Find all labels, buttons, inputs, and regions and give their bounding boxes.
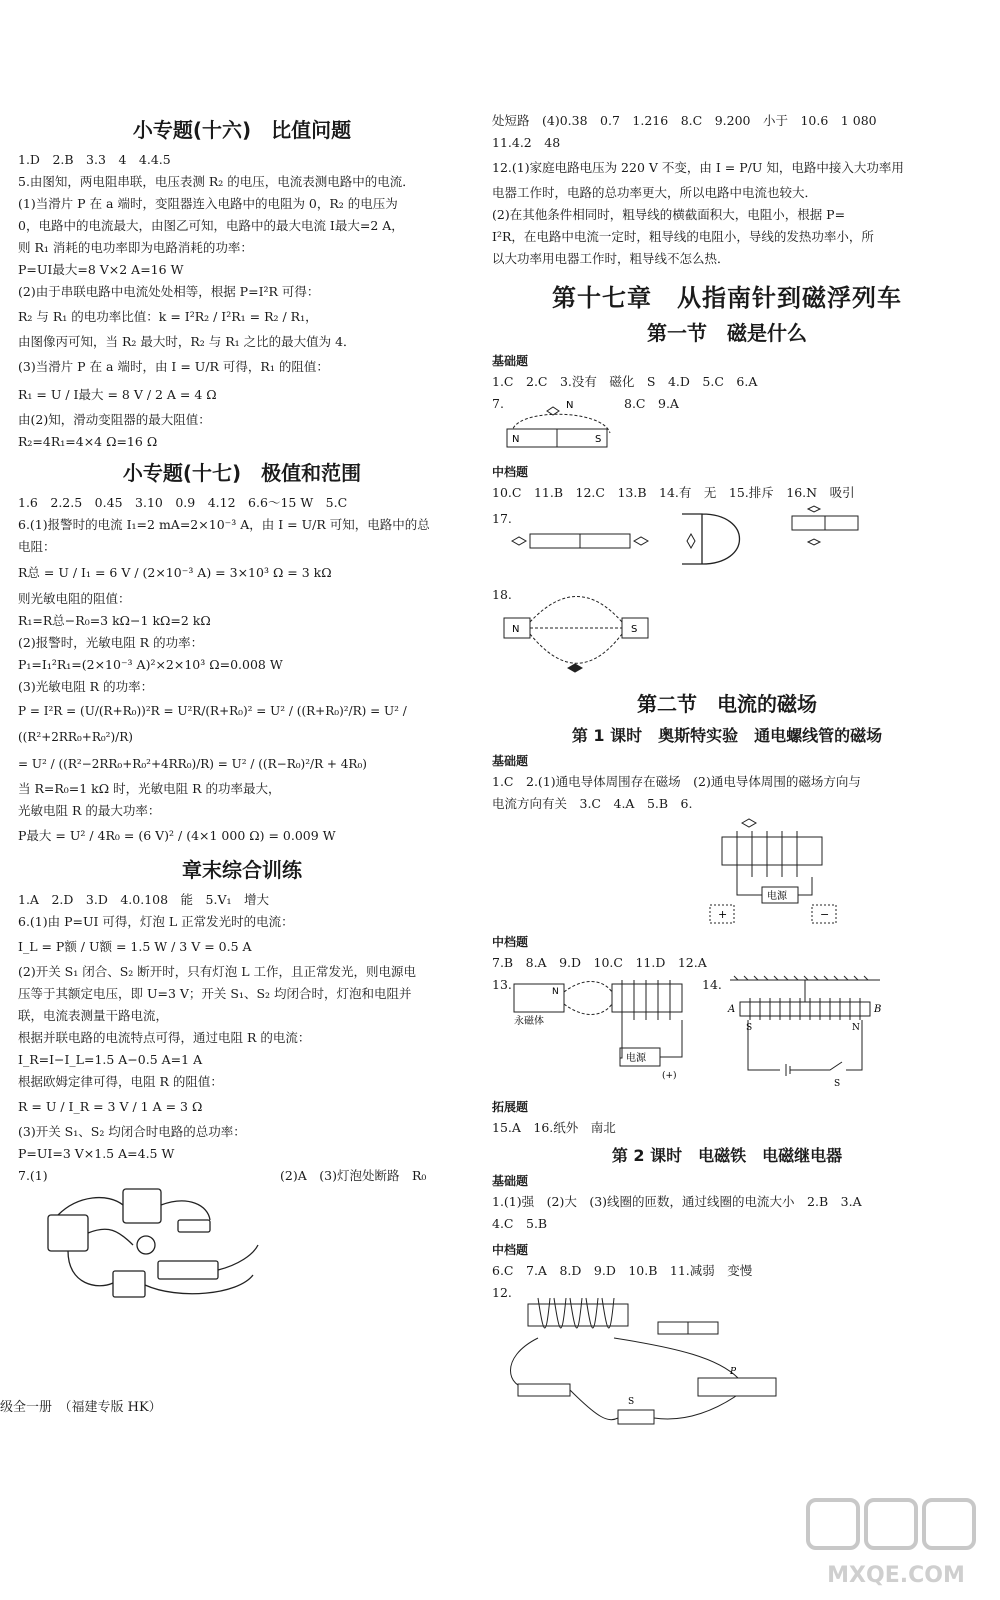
s17-line: 1.6 2.2.5 0.45 3.10 0.9 4.12 6.6～15 W 5.C: [18, 495, 348, 510]
section1-title: 第一节 磁是什么: [647, 321, 807, 345]
review-line: R = U / I_R = 3 V / 1 A = 3 Ω: [18, 1099, 203, 1114]
s17-line: R总 = U / I₁ = 6 V / (2×10⁻³ A) = 3×10³ Ω = 3 kΩ: [18, 565, 332, 580]
q12-num: 12.: [492, 1285, 512, 1300]
watermark-text: MXQE.COM: [827, 1563, 965, 1588]
s17-line: R₁=R总−R₀=3 kΩ−1 kΩ=2 kΩ: [18, 613, 211, 628]
lesson1-title: 第 1 课时 奥斯特实验 通电螺线管的磁场: [571, 726, 883, 745]
bar-magnet-figure: [492, 393, 622, 457]
review-body: [18, 889, 466, 1165]
s17-title: 小专题(十七) 极值和范围: [122, 461, 362, 485]
review-line: 根据欧姆定律可得，电阻 R 的阻值：: [18, 1074, 223, 1089]
s16-line: (2)由于串联电路中电流处处相等，根据 P=I²R 可得：: [18, 284, 320, 299]
s17-line: 则光敏电阻的阻值：: [18, 591, 131, 606]
q17-block: [492, 504, 962, 584]
q13-num: 13.: [492, 977, 512, 992]
review-line: (3)开关 S₁、S₂ 均闭合时电路的总功率：: [18, 1124, 246, 1139]
right-top-line: 电器工作时，电路的总功率更大，所以电路中电流也较大．: [492, 185, 818, 200]
chapter17-title: 第十七章 从指南针到磁浮列车: [552, 284, 902, 312]
q7-answer: (2)A (3)灯泡处断路 R₀: [280, 1168, 427, 1183]
s17-line: 6.(1)报警时的电流 I₁=2 mA=2×10⁻³ A，由 I = U/R 可知，电路中的总: [18, 517, 430, 532]
l2-medium-answers: 6.C 7.A 8.D 9.D 10.B 11.减弱 变慢: [492, 1263, 753, 1278]
minus-label: −: [820, 908, 830, 921]
switch-s-label: S: [628, 1397, 635, 1407]
plus-label: +: [718, 908, 728, 921]
q13-14-block: [492, 974, 962, 1092]
two-magnets-field-figure: [502, 588, 672, 684]
q12-block: [492, 1282, 962, 1432]
permanent-magnet-solenoid-figure: [512, 978, 692, 1088]
l1-medium-answers: 7.B 8.A 9.D 10.C 11.D 12.A: [492, 955, 707, 970]
s16-line: P=UI最大=8 V×2 A=16 W: [18, 262, 184, 277]
q18-num: 18.: [492, 587, 512, 602]
right-top-line: 以大功率用电器工作时，粗导线不怎么热．: [492, 251, 730, 266]
right-top-line: 11.4.2 48: [492, 135, 561, 150]
sec1-basic-answers: 1.C 2.C 3.没有 磁化 S 4.D 5.C 6.A: [492, 374, 758, 389]
right-column: [492, 110, 962, 1432]
review-line: P=UI=3 V×1.5 A=4.5 W: [18, 1146, 175, 1161]
q8-9-answers: 8.C 9.A: [624, 396, 679, 411]
medium-label: 中档题: [492, 935, 529, 949]
s16-title: 小专题(十六) 比值问题: [132, 118, 352, 142]
q7-label: 7.(1): [18, 1168, 48, 1183]
end-b: B: [874, 1004, 882, 1015]
magnet-figures-q17: [502, 504, 902, 584]
s17-line: 当 R=R₀=1 kΩ 时，光敏电阻 R 的功率最大，: [18, 781, 281, 796]
solenoid-figure-q6: [702, 817, 842, 927]
l2-basic-line: 1.(1)强 (2)大 (3)线圈的匝数，通过线圈的电流大小 2.B 3.A: [492, 1194, 862, 1209]
q17-num: 17.: [492, 511, 512, 526]
slider-p: P: [730, 1367, 737, 1377]
right-top-line: I²R，在电路中电流一定时，粗导线的电阻小，导线的发热功率小，所: [492, 229, 874, 244]
switch-s: S: [834, 1079, 841, 1089]
end-s-left: S: [746, 1023, 753, 1033]
s17-line: P₁=I₁²R₁=(2×10⁻³ A)²×2×10³ Ω=0.008 W: [18, 657, 283, 672]
medium-label: 中档题: [492, 465, 529, 479]
l2-basic-line: 4.C 5.B: [492, 1216, 548, 1231]
end-s-right: N: [852, 1023, 860, 1033]
review-title: 章末综合训练: [182, 858, 302, 882]
basic-label: 基础题: [492, 354, 529, 368]
review-line: 6.(1)由 P=UI 可得，灯泡 L 正常发光时的电流：: [18, 914, 294, 929]
compass-n-label: N: [566, 400, 574, 411]
l1-basic-line: 电流方向有关 3.C 4.A 5.B 6.: [492, 796, 693, 811]
medium-label: 中档题: [492, 1243, 529, 1257]
circuit-figure-q7: [38, 1175, 278, 1300]
s16-line: R₂=4R₁=4×4 Ω=16 Ω: [18, 434, 158, 449]
s17-line: P = I²R = (U/(R+R₀))²R = U²R/(R+R₀)² = U² / ((R+R₀)²/R) = U² / ((R²+2RR₀+R₀²)/R): [18, 704, 407, 744]
magnet-n: N: [552, 987, 559, 997]
basic-label: 基础题: [492, 754, 529, 768]
permanent-magnet-label: 永磁体: [514, 1016, 544, 1027]
sec1-medium-answers: 10.C 11.B 12.C 13.B 14.有 无 15.排斥 16.N 吸引: [492, 485, 855, 500]
q7-num: 7.: [492, 396, 504, 411]
s16-line: 由图像丙可知，当 R₂ 最大时，R₂ 与 R₁ 之比的最大值为 4．: [18, 334, 356, 349]
right-s-label: S: [631, 624, 638, 635]
page-footer: 级全一册 （福建专版 HK）: [0, 1400, 162, 1415]
lesson2-title: 第 2 课时 电磁铁 电磁继电器: [611, 1146, 843, 1165]
watermark-logo: [800, 1490, 990, 1595]
review-line: I_R=I−I_L=1.5 A−0.5 A=1 A: [18, 1052, 203, 1067]
magnet-n-label: N: [512, 434, 520, 445]
plus-paren: (+): [662, 1071, 677, 1081]
review-line: 1.A 2.D 3.D 4.0.108 能 5.V₁ 增大: [18, 892, 270, 907]
power-label-2: 电源: [626, 1053, 646, 1064]
s17-line: 光敏电阻 R 的最大功率：: [18, 803, 161, 818]
left-n-label: N: [512, 624, 520, 635]
power-label: 电源: [767, 891, 787, 902]
section2-title: 第二节 电流的磁场: [637, 692, 817, 716]
review-line: I_L = P额 / U额 = 1.5 W / 3 V = 0.5 A: [18, 939, 252, 954]
s17-line: (3)光敏电阻 R 的功率：: [18, 679, 154, 694]
s17-line: P最大 = U² / 4R₀ = (6 V)² / (4×1 000 Ω) = 0.009 W: [18, 828, 336, 843]
left-column: [18, 110, 466, 1305]
end-a: A: [728, 1004, 736, 1015]
review-line: 联，电流表测量干路电流，: [18, 1008, 169, 1023]
q7-magnet-block: [492, 393, 962, 457]
s16-line: 则 R₁ 消耗的电功率即为电路消耗的功率：: [18, 240, 253, 255]
right-top-line: 12.(1)家庭电路电压为 220 V 不变，由 I = P/U 知，电路中接入大功率用: [492, 160, 904, 175]
s16-line: (3)当滑片 P 在 a 端时，由 I = U/R 可得，R₁ 的阻值：: [18, 359, 329, 374]
s17-line: = U² / ((R²−2RR₀+R₀²+4RR₀)/R) = U² / ((R−R₀)²/R + 4R₀): [18, 757, 367, 771]
right-top-line: (2)在其他条件相同时，粗导线的横截面积大，电阻小，根据 P=: [492, 207, 846, 222]
review-line: (2)开关 S₁ 闭合、S₂ 断开时，只有灯泡 L 工作，且正常发光，则电源电: [18, 964, 417, 979]
electromagnet-circuit-figure: [498, 1288, 798, 1428]
s17-line: 电阻：: [18, 539, 56, 554]
basic-label: 基础题: [492, 1174, 529, 1188]
s16-line: R₁ = U / I最大 = 8 V / 2 A = 4 Ω: [18, 387, 217, 402]
q18-block: [492, 584, 962, 684]
review-line: 压等于其额定电压，即 U=3 V；开关 S₁、S₂ 均闭合时，灯泡和电阻并: [18, 986, 412, 1001]
s16-line: (1)当滑片 P 在 a 端时，变阻器连入电路中的电阻为 0，R₂ 的电压为: [18, 196, 398, 211]
s17-body: [18, 492, 466, 850]
q14-num: 14.: [702, 977, 722, 992]
review-line: 根据并联电路的电流特点可得，通过电阻 R 的电流：: [18, 1030, 311, 1045]
s16-line: 由(2)知，滑动变阻器的最大阻值：: [18, 412, 211, 427]
extend-label: 拓展题: [492, 1100, 529, 1114]
s16-body: [18, 149, 466, 453]
magnet-s-label: S: [595, 434, 602, 445]
s16-line: 1.D 2.B 3.3 4 4.4.5: [18, 152, 171, 167]
s17-line: (2)报警时，光敏电阻 R 的功率：: [18, 635, 204, 650]
hanging-solenoid-figure: [720, 974, 890, 1090]
q7-block: [18, 1165, 466, 1305]
right-top-line: 处短路 (4)0.38 0.7 1.216 8.C 9.200 小于 10.6 1 080: [492, 113, 877, 128]
s16-line: R₂ 与 R₁ 的电功率比值：k = I²R₂ / I²R₁ = R₂ / R₁，: [18, 309, 318, 324]
l1-extend-answers: 15.A 16.纸外 南北: [492, 1120, 616, 1135]
s16-line: 5.由图知，两电阻串联，电压表测 R₂ 的电压，电流表测电路中的电流．: [18, 174, 415, 189]
l1-basic-line: 1.C 2.(1)通电导体周围存在磁场 (2)通电导体周围的磁场方向与: [492, 774, 861, 789]
s16-line: 0，电路中的电流最大，由图乙可知，电路中的最大电流 I最大=2 A，: [18, 218, 404, 233]
